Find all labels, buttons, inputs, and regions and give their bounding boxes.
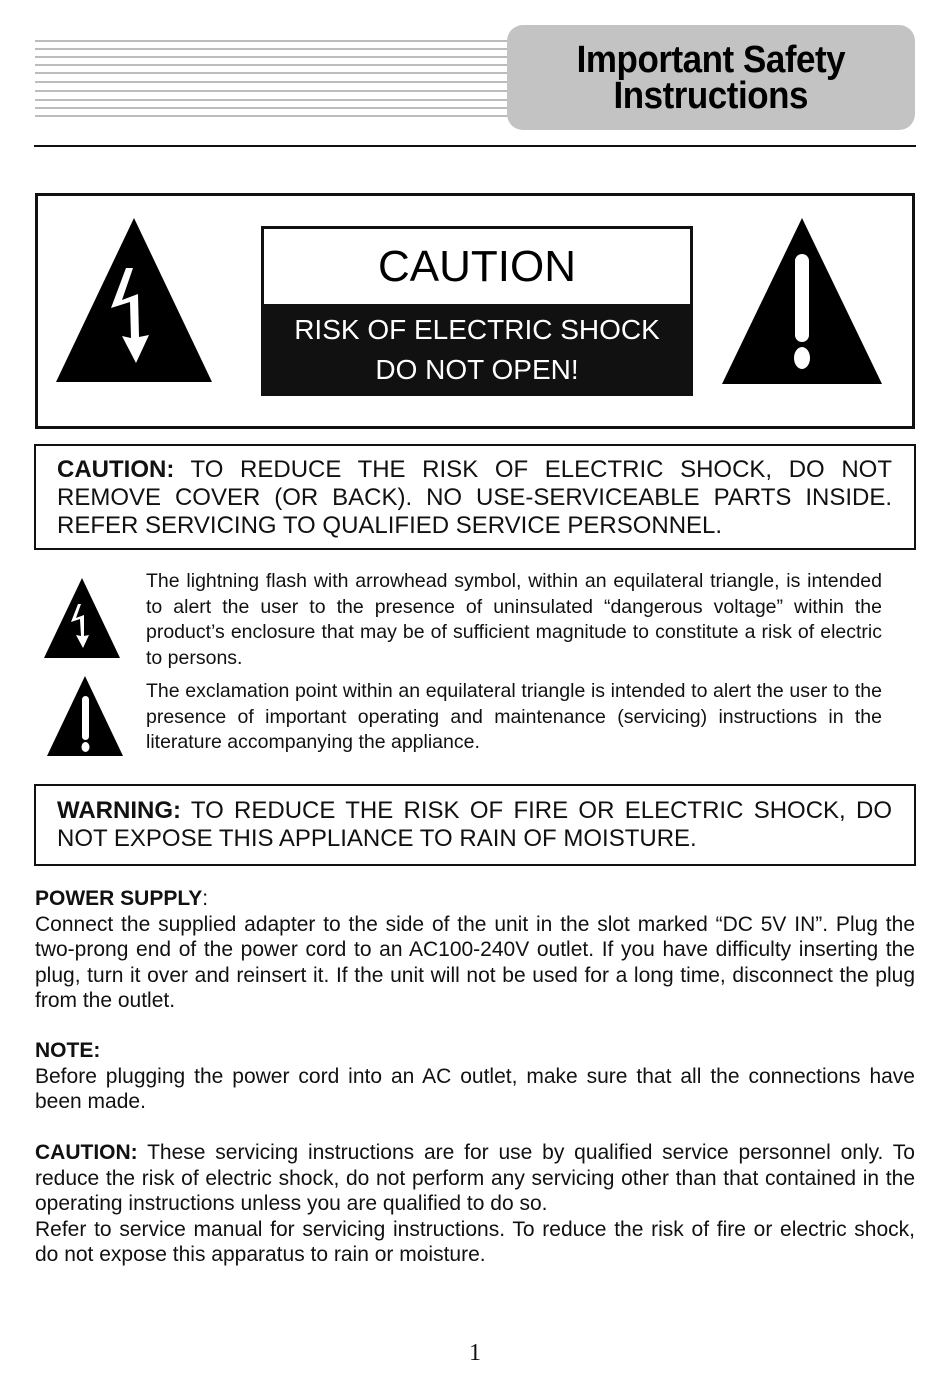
page-title-line1: Important Safety [576,38,846,81]
lightning-triangle-icon [44,578,120,658]
power-supply-section: POWER SUPPLY: Connect the supplied adapter to the side of the unit in the slot marked “DC 5V IN”. Plug the two-prong end of the power cord to an AC100-240V outlet. If you have difficulty inserting the plug, turn it over and reinsert it. If the unit will not be used for a long time, disconnect the plug from the outlet. [35,887,915,1012]
power-supply-heading: POWER SUPPLY [35,887,203,910]
page-number: 1 [469,1340,481,1366]
caution-label: CAUTION [261,226,693,304]
warning-notice-text: TO REDUCE THE RISK OF FIRE OR ELECTRIC SHOCK, DO NOT EXPOSE THIS APPLIANCE TO RAIN OF MOISTURE. [57,797,892,852]
exclamation-triangle-icon [47,676,123,756]
exclamation-triangle-icon [722,218,882,384]
header-stripes [35,40,510,116]
caution-sign [261,226,693,396]
note-heading: NOTE: [35,1039,101,1062]
power-supply-text: Connect the supplied adapter to the side of the unit in the slot marked “DC 5V IN”. Plug the two-prong end of the power cord to an AC100-240V outlet. If you have difficulty inserting the plug, turn it over and reinsert it. If the unit will not be used for a long time, disconnect the plug from the outlet. [35,912,915,1012]
exclamation-symbol-description: The exclamation point within an equilateral triangle is intended to alert the user to the presence of important operating and maintenance (servicing) instructions in the literature accompanying the appliance. [146,680,882,753]
note-text: Before plugging the power cord into an AC outlet, make sure that all the connections have been made. [35,1064,915,1113]
caution-section [35,1140,915,1268]
caution-line1: RISK OF ELECTRIC SHOCK [294,314,660,345]
page-title-line2: Instructions [613,74,809,117]
warning-notice-label: WARNING: [57,797,181,824]
lightning-symbol-description: The lightning flash with arrowhead symbol, within an equilateral triangle, is intended to alert the user to the presence of uninsulated “dangerous voltage” within the product’s enclosure that may be of sufficient magnitude to constitute a risk of electric to persons. [146,570,882,669]
lightning-triangle-icon [56,218,212,382]
caution-panel [35,193,915,429]
caution-text: These servicing instructions are for use by qualified service personnel only. To reduce the risk of electric shock, do not perform any servicing other than that contained in the operating instructions unless you are qualified to do so. [35,1141,915,1215]
caution-notice [34,444,916,550]
caution-text-2: Refer to service manual for servicing instructions. To reduce the risk of fire or electric shock, do not expose this apparatus to rain or moisture. [35,1217,915,1266]
caution-notice-label: CAUTION: [57,456,175,483]
caution-line2: DO NOT OPEN! [375,354,579,385]
caution-sign-body [261,304,693,396]
caution-notice-text: TO REDUCE THE RISK OF ELECTRIC SHOCK, DO NOT REMOVE COVER (OR BACK). NO USE-SERVICEABLE PARTS INSIDE. REFER SERVICING TO QUALIFIED SERVICE PERSONNEL. [57,456,892,539]
caution-heading: CAUTION: [35,1141,138,1164]
note-section [35,1038,915,1115]
header-divider [34,145,916,147]
warning-notice [34,784,916,866]
page-title [507,25,915,130]
